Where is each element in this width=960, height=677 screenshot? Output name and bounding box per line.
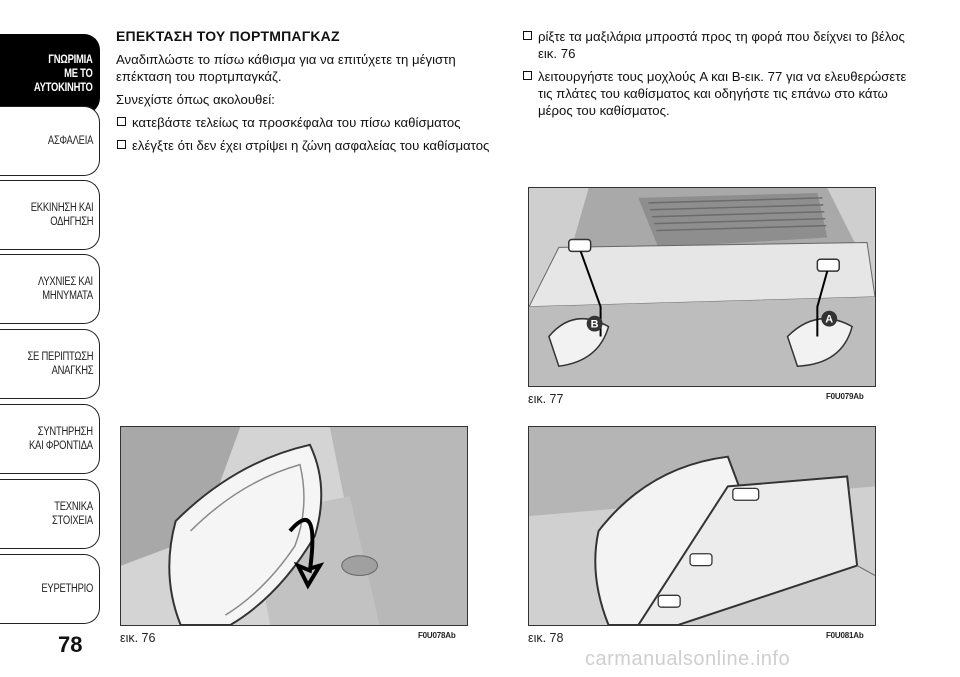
folded-seat-illustration bbox=[529, 427, 875, 625]
figure-78-folded-seat bbox=[528, 426, 876, 626]
figure-78-code: F0U081Ab bbox=[826, 631, 864, 640]
section-heading: ΕΠΕΚΤΑΣΗ ΤΟΥ ΠΟΡΤΜΠΑΓΚΑΖ bbox=[116, 28, 340, 44]
figure-77-code: F0U079Ab bbox=[826, 392, 864, 401]
figure-76-fold-cushion bbox=[120, 426, 468, 626]
lead-paragraph: Συνεχίστε όπως ακολουθεί: bbox=[116, 92, 275, 107]
page-number: 78 bbox=[58, 632, 83, 657]
tab-label: ΕΚΚΙΝΗΣΗ ΚΑΙ ΟΔΗΓΗΣΗ bbox=[30, 202, 93, 228]
lever-label-a: A bbox=[825, 313, 834, 326]
figure-77-caption: εικ. 77 bbox=[528, 392, 564, 406]
figure-76-code: F0U078Ab bbox=[418, 631, 456, 640]
tab-label: ΣΕ ΠΕΡΙΠΤΩΣΗ ΑΝΑΓΚΗΣ bbox=[27, 351, 93, 377]
tab-technical-data[interactable] bbox=[0, 479, 100, 549]
left-text-column bbox=[116, 28, 496, 160]
instruction-item: ελέγξτε ότι δεν έχει στρίψει η ζώνη ασφαλείας του καθίσματος bbox=[116, 137, 496, 154]
tab-safety[interactable] bbox=[0, 106, 100, 176]
tab-label: ΛΥΧΝΙΕΣ ΚΑΙ ΜΗΝΥΜΑΤΑ bbox=[38, 276, 93, 302]
right-text-column bbox=[522, 28, 912, 125]
tab-lights-messages[interactable] bbox=[0, 254, 100, 324]
instruction-item: ρίξτε τα μαξιλάρια μπροστά προς τη φορά που δείχνει το βέλος εικ. 76 bbox=[522, 28, 912, 62]
intro-paragraph: Αναδιπλώστε το πίσω κάθισμα για να επιτύχετε τη μέγιστη επέκταση του πορτμπαγκάζ. bbox=[116, 52, 456, 84]
tab-label: ΓΝΩΡΙΜΙΑ ΜΕ ΤΟ ΑΥΤΟΚΙΝΗΤΟ bbox=[34, 54, 93, 94]
lever-label-b: B bbox=[590, 318, 599, 331]
tab-label: ΣΥΝΤΗΡΗΣΗ ΚΑΙ ΦΡΟΝΤΙΔΑ bbox=[29, 426, 93, 452]
instruction-item: λειτουργήστε τους μοχλούς A και B-εικ. 77 για να ελευθερώσετε τις πλάτες του καθίσματος και οδηγήστε τις επάνω στο κάτω μέρος του καθίσματος. bbox=[522, 68, 912, 119]
figure-76-caption: εικ. 76 bbox=[120, 631, 156, 645]
tab-emergency[interactable] bbox=[0, 329, 100, 399]
tab-starting-driving[interactable] bbox=[0, 180, 100, 250]
seat-cushion-illustration bbox=[121, 427, 467, 625]
chapter-tabs bbox=[0, 0, 104, 640]
figure-78-caption: εικ. 78 bbox=[528, 631, 564, 645]
tab-label: ΑΣΦΑΛΕΙΑ bbox=[47, 135, 93, 147]
tab-maintenance[interactable] bbox=[0, 404, 100, 474]
instruction-item: κατεβάστε τελείως τα προσκέφαλα του πίσω καθίσματος bbox=[116, 114, 496, 131]
figure-77-headrest-levers bbox=[528, 187, 876, 387]
watermark-text: carmanualsonline.info bbox=[585, 648, 791, 670]
tab-getting-to-know[interactable] bbox=[0, 34, 100, 114]
rear-seat-levers-illustration bbox=[529, 188, 875, 386]
tab-label: ΤΕΧΝΙΚΑ ΣΤΟΙΧΕΙΑ bbox=[52, 501, 93, 527]
tab-label: ΕΥΡΕΤΗΡΙΟ bbox=[41, 583, 93, 595]
tab-index[interactable] bbox=[0, 554, 100, 624]
